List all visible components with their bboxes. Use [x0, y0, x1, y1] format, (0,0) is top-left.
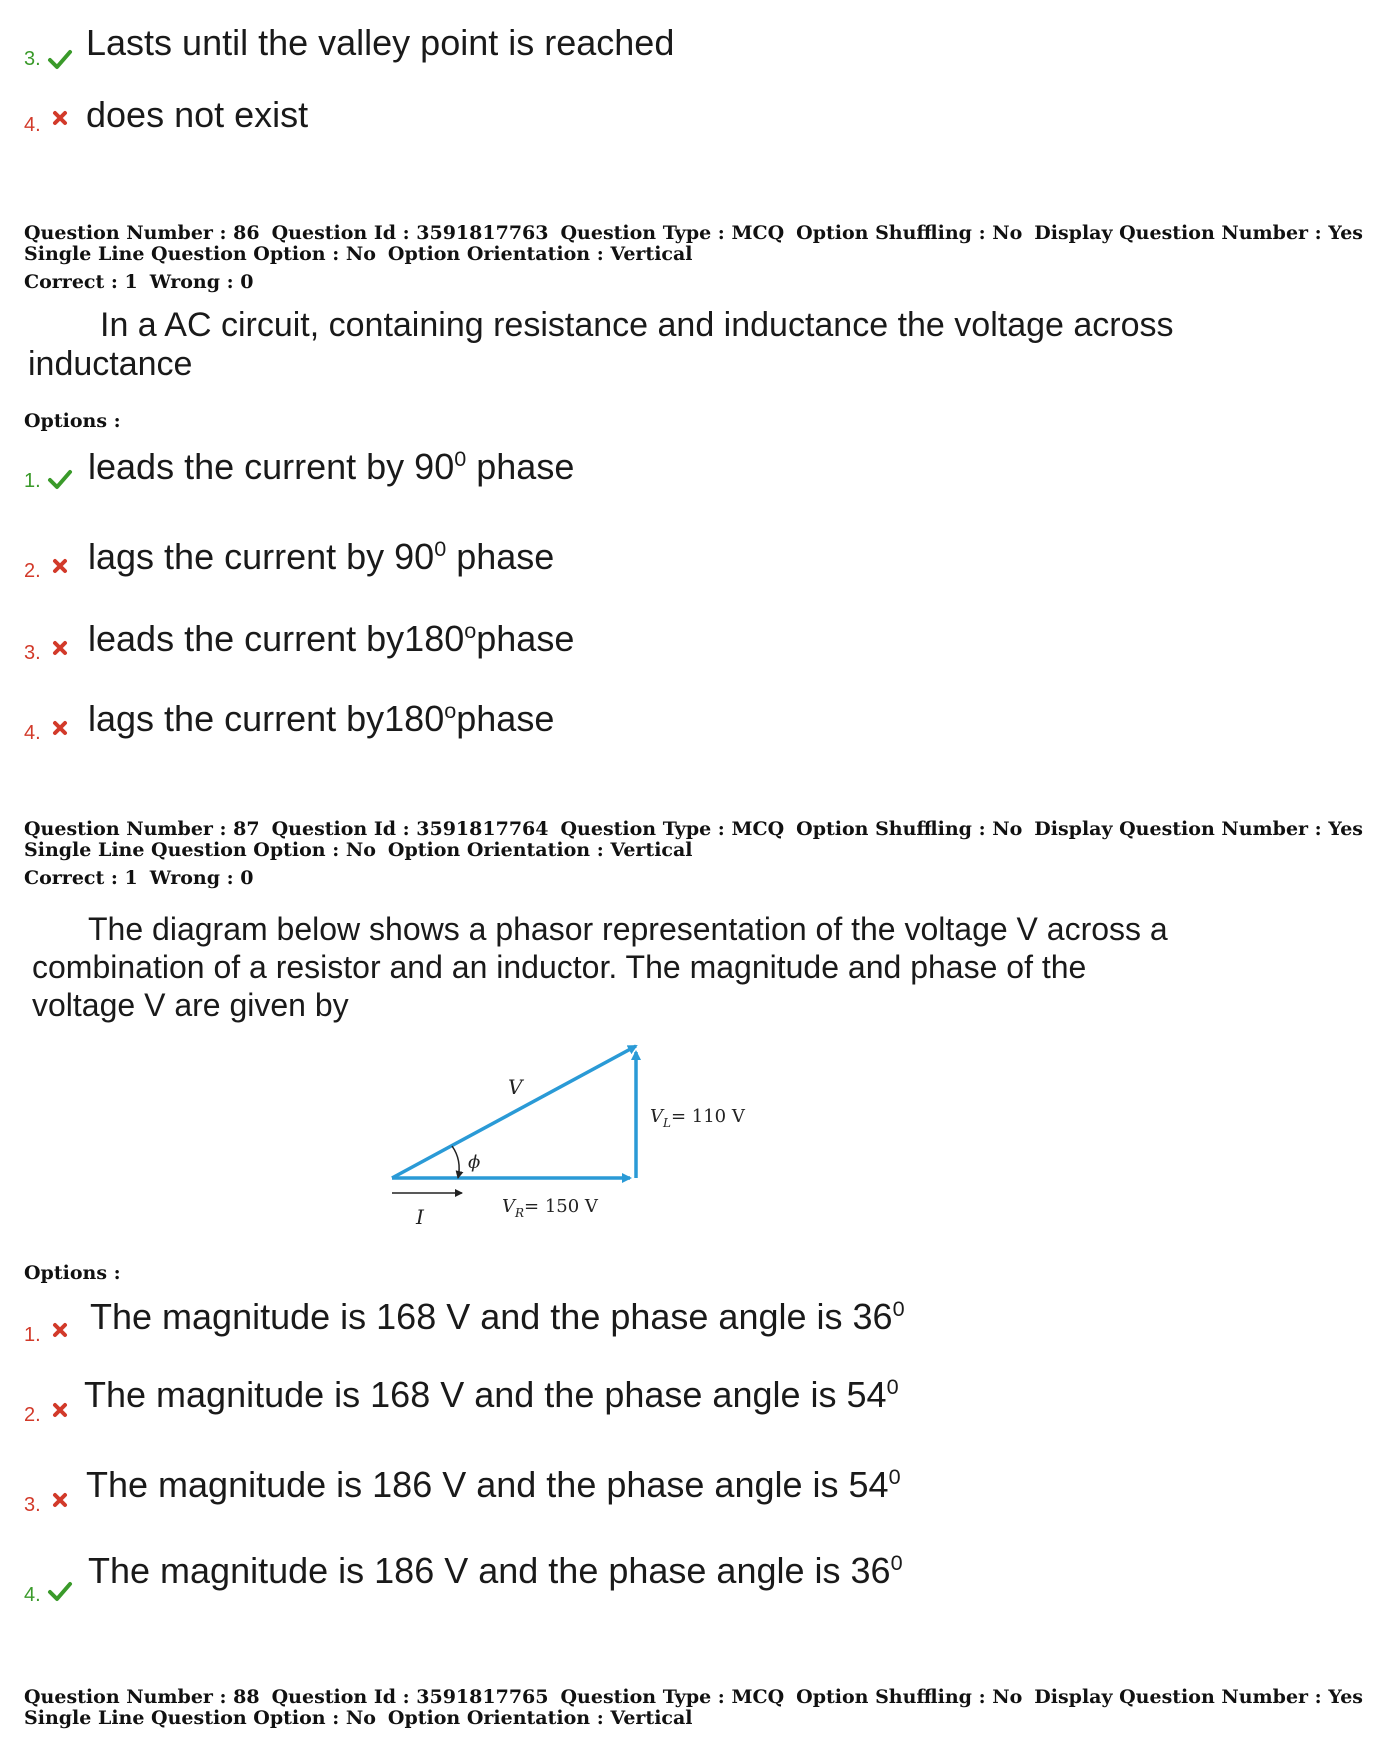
- check-icon: [48, 1580, 72, 1602]
- option-number: 3.: [24, 642, 41, 664]
- question-type: Question Type : MCQ: [560, 1686, 785, 1708]
- wrong-score: Wrong : 0: [149, 867, 254, 889]
- question-number: Question Number : 87: [24, 818, 260, 840]
- question-meta-line: [24, 222, 1375, 244]
- question-text-line: The diagram below shows a phasor representation of the voltage V across a: [88, 911, 1168, 947]
- cross-icon: [52, 640, 68, 656]
- label-vr: $V_R= 150$ V: [502, 1196, 598, 1220]
- option-number: 3.: [24, 1494, 41, 1516]
- option-text: leads the current by $90^0$ phase: [88, 446, 575, 487]
- question-type: Question Type : MCQ: [560, 222, 785, 244]
- option-number: 4.: [24, 114, 41, 136]
- cross-icon: [52, 558, 68, 574]
- question-id: Question Id : 3591817764: [271, 818, 549, 840]
- label-phi: ϕ: [468, 1152, 481, 1173]
- cross-icon: [52, 720, 68, 736]
- option-orientation: Option Orientation : Vertical: [387, 1707, 693, 1729]
- question-meta-line: [24, 1686, 1375, 1708]
- options-label: Options :: [24, 410, 121, 432]
- question-type: Question Type : MCQ: [560, 818, 785, 840]
- score-line: [24, 271, 265, 293]
- label-v: V: [508, 1075, 523, 1099]
- option-number: 1.: [24, 1324, 41, 1346]
- option-shuffling: Option Shuffling : No: [796, 1686, 1023, 1708]
- score-line: [24, 867, 265, 889]
- single-line-option: Single Line Question Option : No: [24, 839, 376, 861]
- correct-score: Correct : 1: [24, 867, 138, 889]
- check-icon: [48, 48, 72, 70]
- option-text: leads the current by180$^o$phase: [88, 618, 575, 659]
- display-question-number: Display Question Number : Yes: [1034, 1686, 1363, 1708]
- voltage-phasor: [392, 1046, 636, 1178]
- question-meta-line: [24, 839, 705, 861]
- cross-icon: [52, 1492, 68, 1508]
- cross-icon: [52, 1402, 68, 1418]
- option-text: does not exist: [86, 94, 309, 135]
- cross-icon: [52, 1322, 68, 1338]
- option-text: The magnitude is 186 V and the phase angle is $36^0$: [88, 1550, 903, 1591]
- question-id: Question Id : 3591817763: [271, 222, 549, 244]
- options-label: Options :: [24, 1262, 121, 1284]
- option-number: 4.: [24, 1584, 41, 1606]
- check-icon: [48, 468, 72, 490]
- option-text: lags the current by180$^o$phase: [88, 698, 555, 739]
- wrong-score: Wrong : 0: [149, 271, 254, 293]
- correct-score: Correct : 1: [24, 271, 138, 293]
- cross-icon: [52, 110, 68, 126]
- option-number: 3.: [24, 48, 41, 70]
- question-text: [28, 306, 1174, 384]
- question-meta-line: [24, 818, 1375, 840]
- option-text: lags the current by $90^0$ phase: [88, 536, 555, 577]
- question-meta-line: [24, 243, 705, 265]
- question-text-line: inductance: [28, 345, 193, 383]
- label-vl: $V_L= 110$ V: [650, 1106, 745, 1130]
- question-number: Question Number : 86: [24, 222, 260, 244]
- option-orientation: Option Orientation : Vertical: [387, 243, 693, 265]
- display-question-number: Display Question Number : Yes: [1034, 222, 1363, 244]
- question-text-line: combination of a resistor and an inductor. The magnitude and phase of the: [32, 949, 1087, 985]
- option-shuffling: Option Shuffling : No: [796, 818, 1023, 840]
- option-text: The magnitude is 168 V and the phase angle is $36^0$: [90, 1296, 905, 1337]
- question-number: Question Number : 88: [24, 1686, 260, 1708]
- phase-angle-arc: [452, 1146, 459, 1178]
- display-question-number: Display Question Number : Yes: [1034, 818, 1363, 840]
- option-text: The magnitude is 186 V and the phase angle is $54^0$: [86, 1464, 901, 1505]
- option-text: The magnitude is 168 V and the phase angle is $54^0$: [84, 1374, 899, 1415]
- option-number: 2.: [24, 560, 41, 582]
- question-text: [32, 910, 1168, 1024]
- option-text: Lasts until the valley point is reached: [86, 22, 675, 63]
- option-number: 2.: [24, 1404, 41, 1426]
- option-shuffling: Option Shuffling : No: [796, 222, 1023, 244]
- phasor-diagram: [380, 1030, 780, 1230]
- question-text-line: voltage V are given by: [32, 987, 349, 1023]
- question-text-line: In a AC circuit, containing resistance and inductance the voltage across: [100, 306, 1174, 344]
- label-i: I: [416, 1205, 424, 1229]
- single-line-option: Single Line Question Option : No: [24, 1707, 376, 1729]
- question-id: Question Id : 3591817765: [271, 1686, 549, 1708]
- option-number: 1.: [24, 470, 41, 492]
- option-orientation: Option Orientation : Vertical: [387, 839, 693, 861]
- question-meta-line: [24, 1707, 705, 1729]
- option-number: 4.: [24, 722, 41, 744]
- single-line-option: Single Line Question Option : No: [24, 243, 376, 265]
